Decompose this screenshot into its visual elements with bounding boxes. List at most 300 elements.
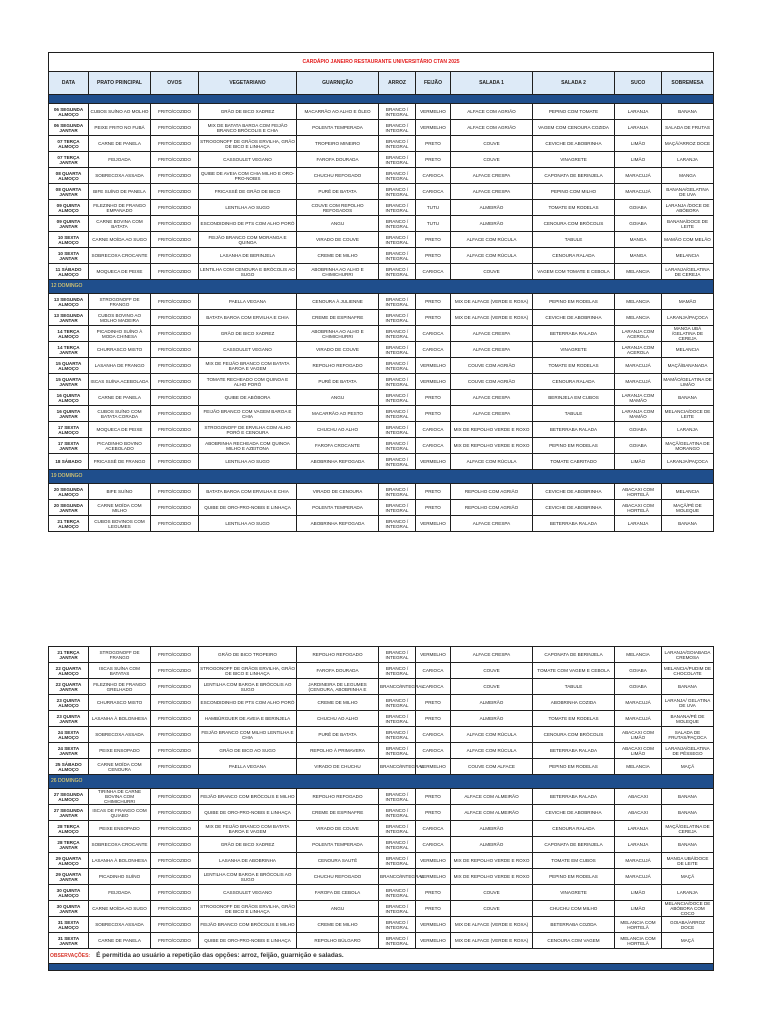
rice-cell: BRANCO / INTEGRAL	[379, 821, 416, 837]
dessert-cell: MANGA	[662, 168, 714, 184]
vegetarian-cell: GRÃO DE BICO XADREZ	[199, 104, 297, 120]
main-dish-cell: CARNE MOÍDA AO SUGO	[89, 901, 151, 917]
salad2-cell: CEVICHE DE ABOBRINHA	[533, 805, 615, 821]
dessert-cell: MAÇÃ/ARROZ DOCE	[662, 136, 714, 152]
juice-cell: ABACAXI	[615, 805, 662, 821]
main-dish-cell: CUBOS SUÍNO COM BATATA CORADA	[89, 406, 151, 422]
juice-cell: MARACUJÁ	[615, 374, 662, 390]
table-row	[49, 663, 714, 679]
vegetarian-cell: QUIBE DE AVEIA COM CHIA MILHO E ORO-PRO-NOBIS	[199, 168, 297, 184]
main-dish-cell: SOBRECOXA CROCANTE	[89, 248, 151, 264]
salad2-cell: CENOURA RALADA	[533, 821, 615, 837]
vegetarian-cell: LENTILHA COM BAROA E BRÓCOLIS AO SUGO	[199, 869, 297, 885]
rice-cell: BRANCO / INTEGRAL	[379, 885, 416, 901]
dessert-cell: BANANA/DOCE DE LEITE	[662, 216, 714, 232]
table-row	[49, 484, 714, 500]
table-row	[49, 837, 714, 853]
rice-cell: BRANCO / INTEGRAL	[379, 406, 416, 422]
rice-cell: BRANCO / INTEGRAL	[379, 484, 416, 500]
observations-text: É permitida ao usuário a repetição das opções: arroz, feijão, guarnição e saladas.	[96, 952, 344, 959]
eggs-cell: FRITO/COZIDO	[151, 120, 199, 136]
side-dish-cell: COUVE COM REPOLHO REFOGADOS	[297, 200, 379, 216]
header-vegetarian: VEGETARIANO	[199, 72, 297, 95]
eggs-cell: FRITO/COZIDO	[151, 358, 199, 374]
main-dish-cell: SOBRECOXA ASSADA	[89, 917, 151, 933]
eggs-cell: FRITO/COZIDO	[151, 184, 199, 200]
salad2-cell: TOMATE EM CUBOS	[533, 853, 615, 869]
eggs-cell: FRITO/COZIDO	[151, 821, 199, 837]
dessert-cell: MAMÃO/GELATINA DE LIMÃO	[662, 374, 714, 390]
juice-cell: MELANCIA	[615, 294, 662, 310]
dessert-cell: LARANJA /DOCE DE ABÓBORA	[662, 200, 714, 216]
rice-cell: BRANCO/INTEGRAL	[379, 679, 416, 695]
rice-cell: BRANCO / INTEGRAL	[379, 438, 416, 454]
juice-cell: LARANJA COM ACEROLA	[615, 326, 662, 342]
table-row	[49, 120, 714, 136]
dessert-cell: SALADA DE FRUTAS/PAÇOCA	[662, 727, 714, 743]
date-cell: 27 SEGUNDA JANTAR	[49, 805, 89, 821]
date-cell: 21 TERÇA JANTAR	[49, 647, 89, 663]
eggs-cell: FRITO/COZIDO	[151, 390, 199, 406]
side-dish-cell: JARDINEIRA DE LEGUMES (CENOURA, ABOBRINHA E	[297, 679, 379, 695]
side-dish-cell: MACARRÃO AO PESTO	[297, 406, 379, 422]
juice-cell: LARANJA COM MAMÃO	[615, 390, 662, 406]
salad2-cell: BETERRABA RALADA	[533, 789, 615, 805]
main-dish-cell: FILEZINHO DE FRANGO GRELHADO	[89, 679, 151, 695]
main-dish-cell: PEIXE ENSOPADO	[89, 743, 151, 759]
eggs-cell: FRITO/COZIDO	[151, 406, 199, 422]
date-cell: 16 QUINTA ALMOÇO	[49, 390, 89, 406]
sunday-row	[49, 470, 714, 484]
table-row	[49, 821, 714, 837]
table-row	[49, 454, 714, 470]
table-row	[49, 216, 714, 232]
eggs-cell: FRITO/COZIDO	[151, 500, 199, 516]
date-cell: 31 SEXTA ALMOÇO	[49, 917, 89, 933]
date-cell: 17 SEXTA ALMOÇO	[49, 422, 89, 438]
salad1-cell: ALFACE COM RÚCULA	[451, 248, 533, 264]
table-row	[49, 248, 714, 264]
juice-cell: ABACAXI COM LIMÃO	[615, 727, 662, 743]
dessert-cell: BANANA	[662, 104, 714, 120]
side-dish-cell: MACARRÃO AO ALHO E ÓLEO	[297, 104, 379, 120]
sunday-label: 26 DOMINGO	[49, 775, 714, 789]
salad2-cell: VAGEM COM TOMATE E CEBOLA	[533, 264, 615, 280]
vegetarian-cell: MIX DE FEIJÃO BRANCO COM BATATA BAROA E VAGEM	[199, 821, 297, 837]
main-dish-cell: ISCAS DE FRANGO COM QUIABO	[89, 805, 151, 821]
dessert-cell: LARANJA/PAÇOCA	[662, 454, 714, 470]
beans-cell: PRETO	[416, 695, 451, 711]
main-dish-cell: STROGONOFF DE FRANGO	[89, 294, 151, 310]
main-dish-cell: LASANHA À BOLONHESA	[89, 853, 151, 869]
dessert-cell: LARANJA	[662, 885, 714, 901]
date-cell: 25 SÁBADO ALMOÇO	[49, 759, 89, 775]
rice-cell: BRANCO / INTEGRAL	[379, 294, 416, 310]
rice-cell: BRANCO / INTEGRAL	[379, 663, 416, 679]
beans-cell: VERMELHO	[416, 933, 451, 949]
salad2-cell: VINAGRETE	[533, 342, 615, 358]
table-row	[49, 136, 714, 152]
date-cell: 29 QUARTA ALMOÇO	[49, 853, 89, 869]
salad2-cell: CEVICHE DE ABOBRINHA	[533, 484, 615, 500]
salad1-cell: ALFACE CRESPA	[451, 647, 533, 663]
salad1-cell: ALMEIRÃO	[451, 837, 533, 853]
dessert-cell: MAÇÃ/BANANADA	[662, 358, 714, 374]
salad1-cell: COUVE COM AGRIÃO	[451, 374, 533, 390]
vegetarian-cell: GRÃO DE BICO AO SUGO	[199, 743, 297, 759]
rice-cell: BRANCO / INTEGRAL	[379, 454, 416, 470]
salad1-cell: REPOLHO COM AGRIÃO	[451, 484, 533, 500]
eggs-cell: FRITO/COZIDO	[151, 727, 199, 743]
main-dish-cell: CUBOS SUÍNO AO MOLHO	[89, 104, 151, 120]
beans-cell: VERMELHO	[416, 853, 451, 869]
rice-cell: BRANCO / INTEGRAL	[379, 853, 416, 869]
rice-cell: BRANCO / INTEGRAL	[379, 805, 416, 821]
date-cell: 15 QUARTA JANTAR	[49, 374, 89, 390]
date-cell: 30 QUINTA JANTAR	[49, 901, 89, 917]
date-cell: 31 SEXTA JANTAR	[49, 933, 89, 949]
salad1-cell: COUVE	[451, 901, 533, 917]
eggs-cell: FRITO/COZIDO	[151, 326, 199, 342]
eggs-cell: FRITO/COZIDO	[151, 869, 199, 885]
table-row	[49, 647, 714, 663]
salad2-cell: TABULE	[533, 679, 615, 695]
salad2-cell: TABULE	[533, 232, 615, 248]
salad1-cell: ALFACE CRESPA	[451, 516, 533, 532]
header-juice: SUCO	[615, 72, 662, 95]
salad2-cell: TOMATE COM VAGEM E CEBOLA	[533, 663, 615, 679]
beans-cell: PRETO	[416, 789, 451, 805]
salad1-cell: MIX DE ALFACE (VERDE E ROXA)	[451, 310, 533, 326]
eggs-cell: FRITO/COZIDO	[151, 374, 199, 390]
main-dish-cell: SOBRECOXA CROCANTE	[89, 837, 151, 853]
juice-cell: MELANCIA COM HORTELÃ	[615, 933, 662, 949]
beans-cell: VERMELHO	[416, 869, 451, 885]
date-cell: 13 SEGUNDA JANTAR	[49, 310, 89, 326]
dessert-cell: BANANA	[662, 789, 714, 805]
juice-cell: LARANJA	[615, 104, 662, 120]
salad1-cell: ALMEIRÃO	[451, 216, 533, 232]
salad1-cell: COUVE	[451, 152, 533, 168]
table-row	[49, 374, 714, 390]
beans-cell: TUTU	[416, 200, 451, 216]
main-dish-cell: CHURRASCO MISTO	[89, 695, 151, 711]
salad1-cell: COUVE	[451, 679, 533, 695]
table-row	[49, 789, 714, 805]
side-dish-cell: REPOLHO À PRIMAVERA	[297, 743, 379, 759]
vegetarian-cell: ESCONDIDINHO DE PTS COM ALHO PORÓ	[199, 216, 297, 232]
salad2-cell: BETERRABA RALADA	[533, 326, 615, 342]
eggs-cell: FRITO/COZIDO	[151, 901, 199, 917]
salad1-cell: ALFACE CRESPA	[451, 406, 533, 422]
beans-cell: CARIOCA	[416, 821, 451, 837]
rice-cell: BRANCO / INTEGRAL	[379, 358, 416, 374]
vegetarian-cell: BATATA BAROA COM ERVILHA E CHIA	[199, 484, 297, 500]
side-dish-cell: CHUCHU REFOGADO	[297, 869, 379, 885]
salad1-cell: MIX DE REPOLHO VERDE E ROXO	[451, 869, 533, 885]
table-row	[49, 358, 714, 374]
rice-cell: BRANCO / INTEGRAL	[379, 901, 416, 917]
table-row	[49, 727, 714, 743]
vegetarian-cell: ABOBRINHA RECHEADA COM QUINOA MILHO E AZEITONA	[199, 438, 297, 454]
rice-cell: BRANCO / INTEGRAL	[379, 695, 416, 711]
main-dish-cell: FILEZINHO DE FRANGO EMPANADO	[89, 200, 151, 216]
header-salad1: SALADA 1	[451, 72, 533, 95]
salad1-cell: ALFACE CRESPA	[451, 342, 533, 358]
main-dish-cell: CARNE BOVINA COM BATATA	[89, 216, 151, 232]
salad1-cell: MIX DE REPOLHO VERDE E ROXO	[451, 422, 533, 438]
vegetarian-cell: QUIBE DE ORO-PRO-NOBIS E LINHAÇA	[199, 933, 297, 949]
salad2-cell: CENOURA COM BRÓCOLIS	[533, 727, 615, 743]
salad1-cell: MIX DE REPOLHO VERDE E ROXO	[451, 853, 533, 869]
rice-cell: BRANCO / INTEGRAL	[379, 168, 416, 184]
dessert-cell: LARANJA/ GELATINA DE UVA	[662, 695, 714, 711]
beans-cell: PRETO	[416, 136, 451, 152]
side-dish-cell: VIRADO DE CENOURA	[297, 484, 379, 500]
table-row	[49, 853, 714, 869]
dessert-cell: LARANJA/GELATINA DE CEREJA	[662, 264, 714, 280]
dessert-cell: MAÇÃ	[662, 933, 714, 949]
side-dish-cell: REPOLHO REFOGADO	[297, 358, 379, 374]
vegetarian-cell: FEIJÃO BRANCO COM BRÓCOLIS E MILHO	[199, 789, 297, 805]
vegetarian-cell: STROGONOFF DE GRÃOS ERVILHA, GRÃO DE BICO E LINHAÇA	[199, 663, 297, 679]
table-row	[49, 184, 714, 200]
side-dish-cell: VIRADO DE COUVE	[297, 821, 379, 837]
header-date: DATA	[49, 72, 89, 95]
date-cell: 10 SEXTA ALMOÇO	[49, 232, 89, 248]
side-dish-cell: POLENTA TEMPERADA	[297, 120, 379, 136]
date-cell: 09 QUINTA JANTAR	[49, 216, 89, 232]
eggs-cell: FRITO/COZIDO	[151, 216, 199, 232]
vegetarian-cell: FEIJÃO BRANCO COM VAGEM BAROA E CHIA	[199, 406, 297, 422]
main-dish-cell: FEIJOADA	[89, 152, 151, 168]
salad1-cell: REPOLHO COM AGRIÃO	[451, 500, 533, 516]
rice-cell: BRANCO / INTEGRAL	[379, 216, 416, 232]
rice-cell: BRANCO / INTEGRAL	[379, 248, 416, 264]
dessert-cell: MANGA UBÁ /GELATINA DE CEREJA	[662, 326, 714, 342]
beans-cell: PRETO	[416, 711, 451, 727]
dessert-cell: LARANJA/GELATINA DE PÊSSEGO	[662, 743, 714, 759]
beans-cell: PRETO	[416, 152, 451, 168]
salad1-cell: ALFACE COM RÚCULA	[451, 743, 533, 759]
eggs-cell: FRITO/COZIDO	[151, 853, 199, 869]
beans-cell: PRETO	[416, 484, 451, 500]
juice-cell: LARANJA	[615, 516, 662, 532]
salad2-cell: TOMATE EM RODELAS	[533, 200, 615, 216]
date-cell: 30 QUINTA ALMOÇO	[49, 885, 89, 901]
side-dish-cell: ANGU	[297, 216, 379, 232]
salad2-cell: VAGEM COM CENOURA COZIDA	[533, 120, 615, 136]
side-dish-cell: PURÊ DE BATATA	[297, 374, 379, 390]
eggs-cell: FRITO/COZIDO	[151, 438, 199, 454]
side-dish-cell: FAROFA DOURADA	[297, 152, 379, 168]
dessert-cell: MAÇÃ/GELATINA DE CEREJA	[662, 821, 714, 837]
header-rice: ARROZ	[379, 72, 416, 95]
dessert-cell: BANANA	[662, 679, 714, 695]
table-row	[49, 342, 714, 358]
main-dish-cell: LASANHA DE FRANGO	[89, 358, 151, 374]
side-dish-cell: CREME DE MILHO	[297, 917, 379, 933]
beans-cell: PRETO	[416, 901, 451, 917]
rice-cell: BRANCO / INTEGRAL	[379, 104, 416, 120]
dessert-cell: LARANJA	[662, 152, 714, 168]
beans-cell: VERMELHO	[416, 759, 451, 775]
dessert-cell: BANANA	[662, 390, 714, 406]
dessert-cell: BANANA	[662, 516, 714, 532]
rice-cell: BRANCO / INTEGRAL	[379, 326, 416, 342]
juice-cell: MARACUJÁ	[615, 168, 662, 184]
juice-cell: LARANJA COM MAMÃO	[615, 406, 662, 422]
vegetarian-cell: GRÃO DE BICO XADREZ	[199, 837, 297, 853]
beans-cell: CARIOCA	[416, 743, 451, 759]
vegetarian-cell: QUIBE DE ORO-PRO-NOBIS E LINHAÇA	[199, 805, 297, 821]
salad2-cell: TOMATE EM RODELAS	[533, 358, 615, 374]
main-dish-cell: BIFE SUÍNO	[89, 484, 151, 500]
main-dish-cell: CHURRASCO MISTO	[89, 342, 151, 358]
date-cell: 06 SEGUNDA ALMOÇO	[49, 104, 89, 120]
salad2-cell: PEPINO COM TOMATE	[533, 104, 615, 120]
juice-cell: LARANJA	[615, 120, 662, 136]
vegetarian-cell: MIX DE FEIJÃO BRANCO COM BATATA BAROA E VAGEM	[199, 358, 297, 374]
vegetarian-cell: CASSOULET VEGANO	[199, 342, 297, 358]
main-dish-cell: CARNE DE PANELA	[89, 933, 151, 949]
eggs-cell: FRITO/COZIDO	[151, 484, 199, 500]
salad1-cell: ALFACE COM ALMEIRÃO	[451, 805, 533, 821]
main-dish-cell: CUBOS BOVINO AO MOLHO MADEIRA	[89, 310, 151, 326]
date-cell: 07 TERÇA ALMOÇO	[49, 136, 89, 152]
rice-cell: BRANCO / INTEGRAL	[379, 422, 416, 438]
main-dish-cell: CARNE MOÍDA COM MILHO	[89, 500, 151, 516]
vegetarian-cell: STROGONOFF DE ERVILHA COM ALHO PORÓ E CENOURA	[199, 422, 297, 438]
salad1-cell: MIX DE ALFACE (VERDE E ROXA)	[451, 294, 533, 310]
juice-cell: MARACUJÁ	[615, 711, 662, 727]
table-row	[49, 805, 714, 821]
beans-cell: PRETO	[416, 310, 451, 326]
page-title: CARDÁPIO JANEIRO RESTAURANTE UNIVERSITÁRIO CTAN 2025	[49, 53, 714, 72]
juice-cell: MANGA	[615, 232, 662, 248]
eggs-cell: FRITO/COZIDO	[151, 885, 199, 901]
date-cell: 29 QUARTA JANTAR	[49, 869, 89, 885]
header-salad2: SALADA 2	[533, 72, 615, 95]
eggs-cell: FRITO/COZIDO	[151, 917, 199, 933]
salad2-cell: CENOURA RALADA	[533, 374, 615, 390]
juice-cell: MELANCIA	[615, 647, 662, 663]
beans-cell: PRETO	[416, 248, 451, 264]
date-cell: 08 QUARTA ALMOÇO	[49, 168, 89, 184]
table-row	[49, 711, 714, 727]
salad2-cell: PEPINO EM RODELAS	[533, 759, 615, 775]
spacer-row	[49, 95, 714, 104]
table-row	[49, 885, 714, 901]
date-cell: 13 SEGUNDA ALMOÇO	[49, 294, 89, 310]
vegetarian-cell: FEIJÃO BRANCO COM MILHO LENTILHA E CHIA	[199, 727, 297, 743]
main-dish-cell: MOQUECA DE PEIXE	[89, 422, 151, 438]
table-row	[49, 264, 714, 280]
header-eggs: OVOS	[151, 72, 199, 95]
vegetarian-cell: STROGONOFF DE GRÃOS ERVILHA, GRÃO DE BICO E LINHAÇA	[199, 136, 297, 152]
table-row	[49, 933, 714, 949]
beans-cell: VERMELHO	[416, 647, 451, 663]
dessert-cell: MAMÃO COM MELÃO	[662, 232, 714, 248]
rice-cell: BRANCO / INTEGRAL	[379, 727, 416, 743]
salad2-cell: PEPINO EM RODELAS	[533, 869, 615, 885]
table-row	[49, 422, 714, 438]
vegetarian-cell: GRÃO DE BICO XADREZ	[199, 326, 297, 342]
table-row	[49, 406, 714, 422]
dessert-cell: BANANA	[662, 837, 714, 853]
table-row	[49, 917, 714, 933]
juice-cell: MELANCIA	[615, 264, 662, 280]
eggs-cell: FRITO/COZIDO	[151, 342, 199, 358]
menu-table-top	[48, 52, 714, 532]
juice-cell: ABACAXI COM HORTELÃ	[615, 500, 662, 516]
juice-cell: ABACAXI	[615, 789, 662, 805]
main-dish-cell: PICADINHO SUÍNO	[89, 869, 151, 885]
salad2-cell: CENOURA COM VAGEM	[533, 933, 615, 949]
dessert-cell: MANGA UBÁ/DOCE DE LEITE	[662, 853, 714, 869]
juice-cell: MARACUJÁ	[615, 184, 662, 200]
table-row	[49, 679, 714, 695]
rice-cell: BRANCO / INTEGRAL	[379, 120, 416, 136]
beans-cell: TUTU	[416, 216, 451, 232]
salad1-cell: ALFACE COM ALMEIRÃO	[451, 789, 533, 805]
salad1-cell: ALFACE COM RÚCULA	[451, 232, 533, 248]
rice-cell: BRANCO / INTEGRAL	[379, 264, 416, 280]
beans-cell: CARIOCA	[416, 663, 451, 679]
table-row	[49, 168, 714, 184]
date-cell: 24 SEXTA ALMOÇO	[49, 727, 89, 743]
side-dish-cell: ANGU	[297, 901, 379, 917]
vegetarian-cell: QUIBE DE ORO-PRO-NOBIS E LINHAÇA	[199, 500, 297, 516]
salad2-cell: ABOBRINHA COZIDA	[533, 695, 615, 711]
beans-cell: VERMELHO	[416, 516, 451, 532]
juice-cell: LARANJA	[615, 821, 662, 837]
salad1-cell: MIX DE ALFACE (VERDE E ROXA)	[451, 917, 533, 933]
juice-cell: ABACAXI COM LIMÃO	[615, 743, 662, 759]
juice-cell: MARACUJÁ	[615, 695, 662, 711]
salad1-cell: ALFACE CRESPA	[451, 184, 533, 200]
salad2-cell: CAPONATA DE BERINJELA	[533, 168, 615, 184]
rice-cell: BRANCO / INTEGRAL	[379, 232, 416, 248]
rice-cell: BRANCO / INTEGRAL	[379, 711, 416, 727]
main-dish-cell: PICADINHO SUÍNO À MODA CHINESA	[89, 326, 151, 342]
side-dish-cell: VIRADO DE CHUCHU	[297, 759, 379, 775]
vegetarian-cell: BATATA BAROA COM ERVILHA E CHIA	[199, 310, 297, 326]
eggs-cell: FRITO/COZIDO	[151, 294, 199, 310]
side-dish-cell: CENOURA SAUTÊ	[297, 853, 379, 869]
rice-cell: BRANCO/INTEGRAL	[379, 759, 416, 775]
date-cell: 18 SÁBADO	[49, 454, 89, 470]
salad1-cell: ALFACE COM AGRIÃO	[451, 104, 533, 120]
date-cell: 22 QUARTA JANTAR	[49, 679, 89, 695]
rice-cell: BRANCO / INTEGRAL	[379, 789, 416, 805]
vegetarian-cell: LENTILHA AO SUGO	[199, 454, 297, 470]
juice-cell: GOIABA	[615, 200, 662, 216]
side-dish-cell: CHUCHU AO ALHO	[297, 711, 379, 727]
salad1-cell: ALMEIRÃO	[451, 821, 533, 837]
side-dish-cell: PURÊ DE BATATA	[297, 727, 379, 743]
side-dish-cell: REPOLHO BÚLGARO	[297, 933, 379, 949]
eggs-cell: FRITO/COZIDO	[151, 789, 199, 805]
salad2-cell: PEPINO EM RODELAS	[533, 438, 615, 454]
salad2-cell: VINAGRETE	[533, 152, 615, 168]
table-row	[49, 500, 714, 516]
menu-table-bottom	[48, 646, 714, 971]
rice-cell: BRANCO / INTEGRAL	[379, 200, 416, 216]
vegetarian-cell: QUIBE DE ABÓBORA	[199, 390, 297, 406]
date-cell: 15 QUARTA ALMOÇO	[49, 358, 89, 374]
rice-cell: BRANCO / INTEGRAL	[379, 184, 416, 200]
